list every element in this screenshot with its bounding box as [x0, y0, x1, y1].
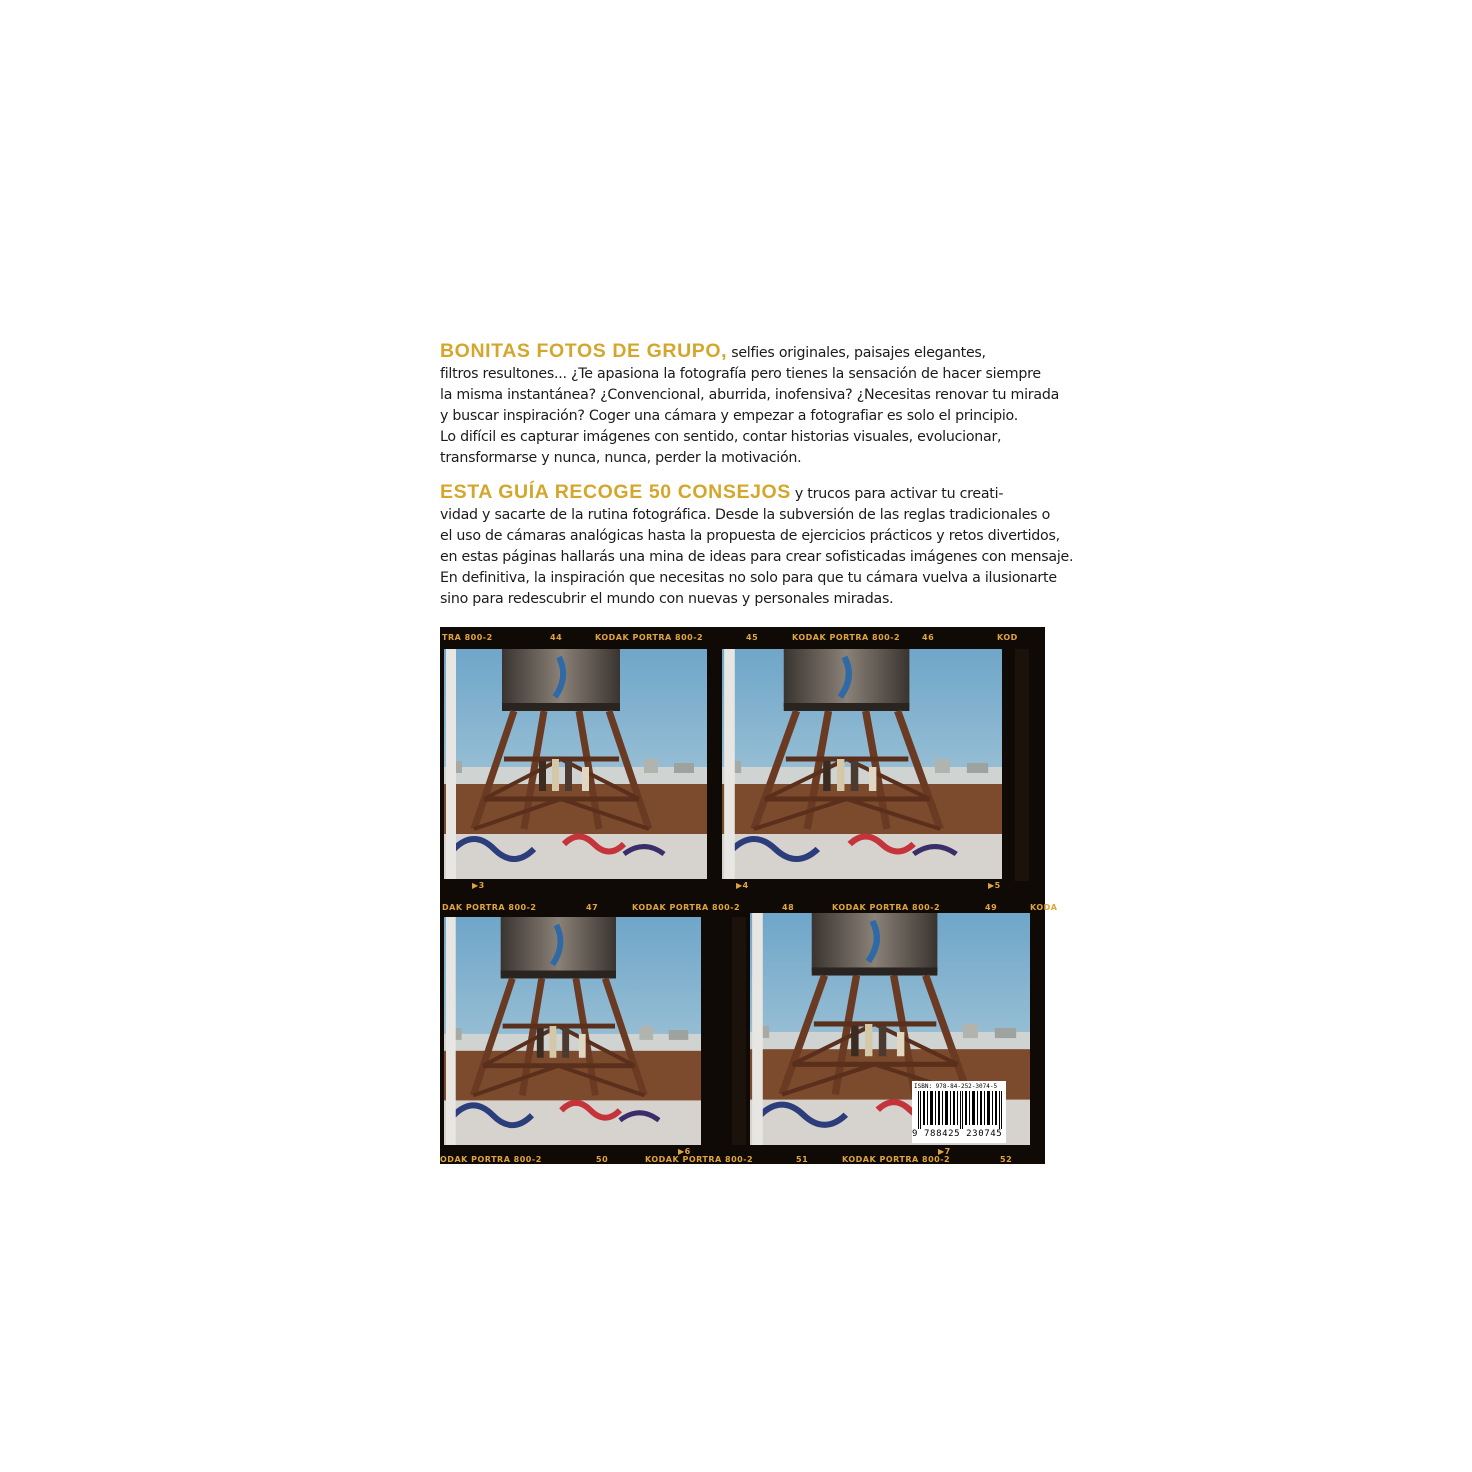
paragraph-line: transformarse y nunca, nunca, perder la motivación. — [440, 450, 802, 466]
paragraph-line: sino para redescubrir el mundo con nuevas y personales miradas. — [440, 591, 894, 607]
film-edge-text: TRA 800-2 — [442, 633, 493, 642]
lead-heading: ESTA GUÍA RECOGE 50 CONSEJOS — [440, 481, 791, 503]
frame-number: 52 — [1000, 1155, 1013, 1164]
paragraph-line: vidad y sacarte de la rutina fotográfica. Desde la subversión de las reglas tradicionales o — [440, 507, 1051, 523]
film-edge-text: KODAK PORTRA 800-2 — [632, 903, 741, 912]
photo-water-tower — [722, 649, 1002, 879]
paragraph-line: BONITAS FOTOS DE GRUPO, selfies originales, paisajes elegantes, — [440, 340, 986, 362]
film-edge-text: KODA — [1030, 903, 1058, 912]
film-edge-text: KODAK PORTRA 800-2 — [842, 1155, 951, 1164]
paragraph-line: en estas páginas hallarás una mina de ideas para crear sofisticadas imágenes con mensaje. — [440, 549, 1074, 565]
frame-number: 47 — [586, 903, 599, 912]
photo-water-tower — [444, 649, 707, 879]
paragraph-line: el uso de cámaras analógicas hasta la propuesta de ejercicios prácticos y retos divertidos, — [440, 528, 1060, 544]
isbn-digits: 9 788425 230745 — [912, 1129, 1003, 1139]
frame-number: 44 — [550, 633, 563, 642]
frame-number: 51 — [796, 1155, 809, 1164]
guide-paragraph — [440, 481, 1074, 610]
paragraph-line: la misma instantánea? ¿Convencional, aburrida, inofensiva? ¿Necesitas renovar tu mirada — [440, 387, 1060, 403]
frame-marker: ▶6 — [678, 1147, 691, 1156]
barcode-icon — [918, 1091, 1004, 1129]
film-edge-text: DAK PORTRA 800-2 — [442, 903, 537, 912]
photo-water-tower — [444, 917, 701, 1145]
film-edge-text: ODAK PORTRA 800-2 — [440, 1155, 542, 1164]
paragraph-line: Lo difícil es capturar imágenes con sentido, contar historias visuales, evolucionar, — [440, 429, 1002, 445]
photo-frame — [444, 649, 707, 879]
frame-number: 50 — [596, 1155, 609, 1164]
paragraph-line: ESTA GUÍA RECOGE 50 CONSEJOS y trucos para activar tu creati- — [440, 481, 1004, 503]
isbn-label: ISBN: 978-84-252-3074-5 — [914, 1083, 998, 1090]
frame-marker: ▶4 — [736, 881, 749, 890]
lead-heading: BONITAS FOTOS DE GRUPO, — [440, 340, 728, 362]
film-edge-text: KODAK PORTRA 800-2 — [832, 903, 941, 912]
paragraph-line: filtros resultones... ¿Te apasiona la fotografía pero tienes la sensación de hacer siempre — [440, 366, 1041, 382]
film-edge-text: KODAK PORTRA 800-2 — [645, 1155, 754, 1164]
paragraph-line: En definitiva, la inspiración que necesitas no solo para que tu cámara vuelva a ilusionarte — [440, 570, 1057, 586]
film-edge-text: KODAK PORTRA 800-2 — [595, 633, 704, 642]
film-edge-text: KOD — [997, 633, 1018, 642]
film-edge-text: KODAK PORTRA 800-2 — [792, 633, 901, 642]
intro-paragraph — [440, 340, 1060, 469]
frame-marker: ▶7 — [938, 1147, 951, 1156]
paragraph-line: y buscar inspiración? Coger una cámara y empezar a fotografiar es solo el principio. — [440, 408, 1018, 424]
frame-marker: ▶5 — [988, 881, 1001, 890]
frame-number: 46 — [922, 633, 935, 642]
frame-marker: ▶3 — [472, 881, 485, 890]
isbn-barcode — [912, 1081, 1006, 1143]
photo-frame — [444, 917, 701, 1145]
photo-frame — [722, 649, 1002, 879]
frame-number: 45 — [746, 633, 759, 642]
frame-number: 48 — [782, 903, 795, 912]
frame-number: 49 — [985, 903, 998, 912]
